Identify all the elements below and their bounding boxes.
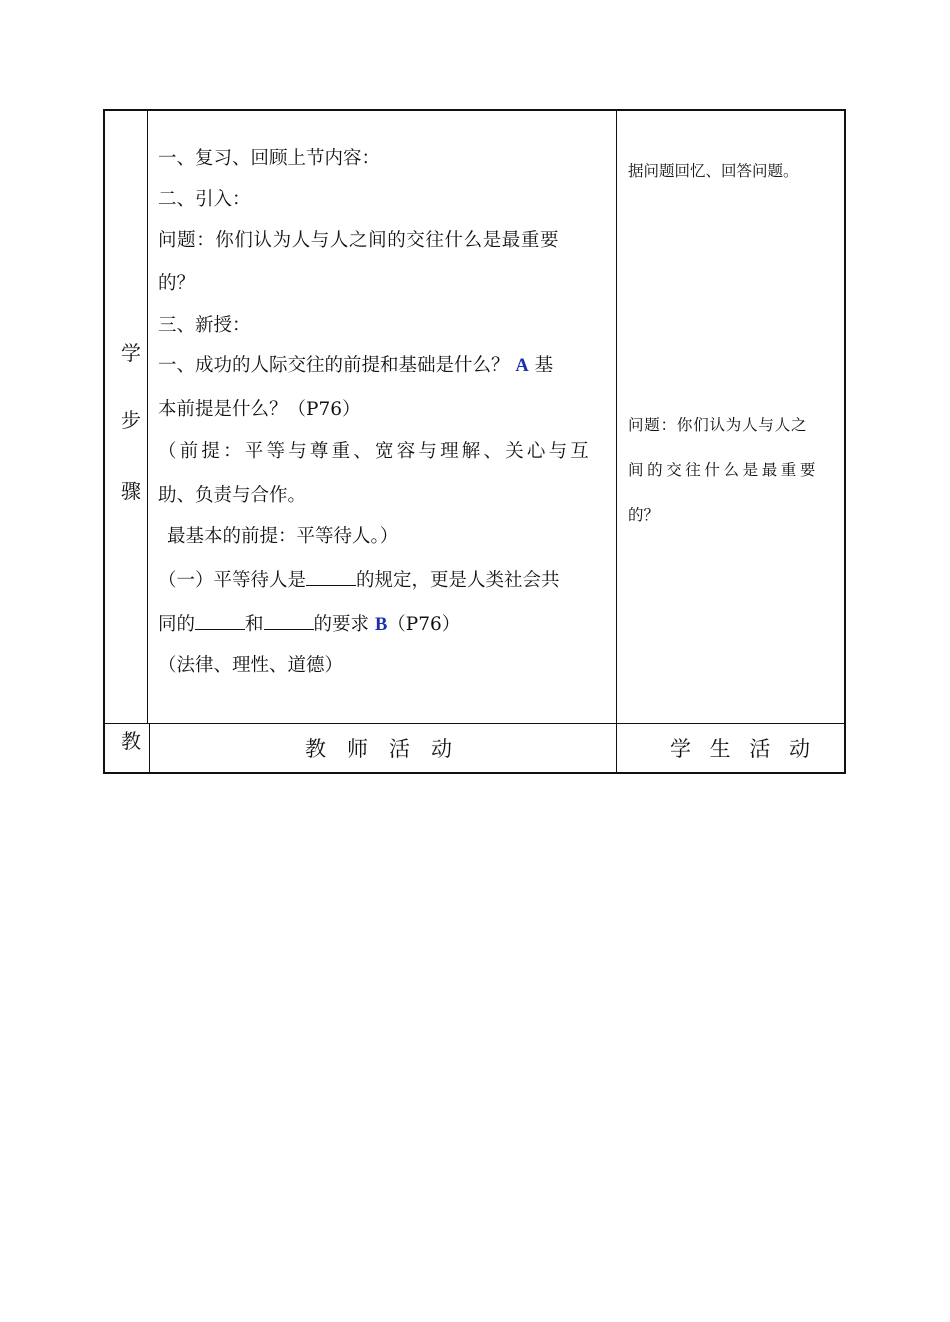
blank-2 — [195, 613, 245, 630]
question-line-end: 的？ — [158, 273, 196, 294]
topic-question-line — [158, 355, 610, 377]
student-question-line-3: 的？ — [628, 506, 660, 524]
student-activity-header: 学 生 活 动 — [670, 737, 817, 761]
fill-blank-2-tail: 的要求 — [313, 614, 370, 635]
side-label-char-3: 骤 — [121, 479, 141, 503]
col-divider-left-footer — [149, 724, 150, 773]
col-divider-right — [616, 110, 617, 773]
student-activity-1: 据问题回忆、回答问题。 — [628, 162, 799, 180]
side-label-char-2: 步 — [121, 408, 141, 432]
premise-answer-text: （前提：平等与尊重、宽容与理解、关心与互 — [158, 441, 593, 462]
basic-premise-answer: 最基本的前提：平等待人。） — [167, 526, 399, 547]
question-line — [158, 230, 610, 252]
question-text: 问题：你们认为人与人之间的交往什么是最重要 — [158, 230, 560, 251]
fill-blank-1-text: （一）平等待人是 — [158, 570, 307, 591]
student-question-line-2: 间的交往什么是最重要 — [628, 461, 820, 479]
basic-premise-question: 本前提是什么？（P76） — [158, 399, 361, 420]
page-ref: （P76） — [387, 614, 461, 635]
review-heading: 一、复习、回顾上节内容： — [158, 148, 381, 169]
side-label-char-1: 学 — [121, 341, 141, 365]
fill-blank-2-mid: 和 — [245, 614, 264, 635]
footer-row-divider — [104, 723, 845, 724]
blank-1 — [306, 569, 356, 586]
premise-answer-end: 助、负责与合作。 — [158, 485, 307, 506]
fill-blank-2-text: 同的 — [158, 614, 196, 635]
fill-blank-1-tail: 的规定，更是人类社会共 — [356, 570, 560, 591]
teacher-activity-header: 教 师 活 动 — [305, 737, 452, 761]
mark-a: A — [515, 356, 529, 376]
premise-answer-line — [158, 441, 610, 463]
fill-blank-line-1 — [158, 569, 610, 592]
footer-side-label: 教 — [121, 729, 141, 753]
topic-question-tail: 基 — [534, 355, 554, 376]
student-question-line-1: 问题：你们认为人与人之 — [628, 416, 808, 434]
col-divider-left — [147, 110, 148, 724]
fill-blank-answer: （法律、理性、道德） — [158, 655, 344, 676]
new-lesson-heading: 三、新授： — [158, 315, 251, 336]
topic-question-text: 一、成功的人际交往的前提和基础是什么？ — [158, 355, 510, 376]
fill-blank-line-2 — [158, 613, 610, 636]
blank-3 — [264, 613, 314, 630]
mark-b: B — [374, 615, 388, 635]
intro-heading: 二、引入： — [158, 189, 251, 210]
